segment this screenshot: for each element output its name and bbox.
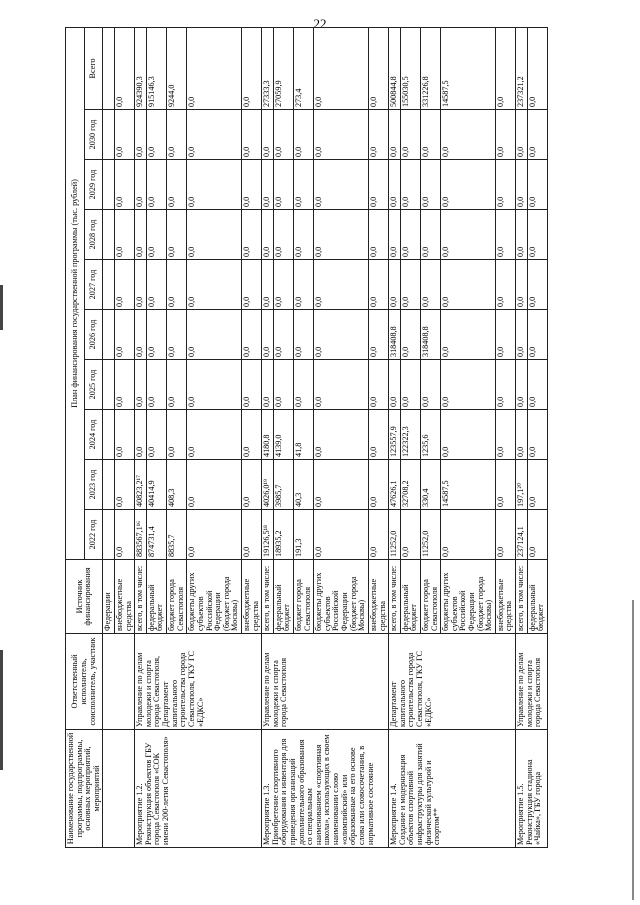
funding-value: 0,0 <box>527 110 547 160</box>
funding-value: 47626,1 <box>389 460 401 510</box>
funding-value: 0,0 <box>368 27 388 109</box>
funding-value: 0,0 <box>420 160 440 210</box>
activity-name <box>103 730 135 848</box>
funding-value: 874731,4 <box>146 510 166 560</box>
funding-value: 0,0 <box>115 460 135 510</box>
funding-value: 0,0 <box>262 110 274 160</box>
funding-value: 0,0 <box>241 410 261 460</box>
funding-value: 0,0 <box>314 410 369 460</box>
funding-value: 0,0 <box>115 27 135 109</box>
funding-value: 0,0 <box>241 210 261 260</box>
funding-value: 0,0 <box>294 310 314 360</box>
funding-value: 0,0 <box>262 260 274 310</box>
funding-value: 0,0 <box>187 110 242 160</box>
funding-value: 883567,1¹⁶ <box>135 510 147 560</box>
funding-value: 0,0 <box>273 360 293 410</box>
funding-value: 0,0 <box>389 260 401 310</box>
funding-value <box>103 460 115 510</box>
funding-source: внебюджетные средства <box>495 560 515 634</box>
funding-value: 0,0 <box>167 110 187 160</box>
funding-value: 0,0 <box>441 260 496 310</box>
funding-value: 0,0 <box>135 160 147 210</box>
scan-edge-mark <box>0 650 3 770</box>
funding-value: 0,0 <box>146 160 166 210</box>
funding-value: 0,0 <box>441 410 496 460</box>
funding-value: 0,0 <box>146 260 166 310</box>
header-year: 2022 год <box>84 510 103 560</box>
funding-value: 0,0 <box>495 310 515 360</box>
funding-value: 40414,9 <box>146 460 166 510</box>
funding-value: 0,0 <box>527 460 547 510</box>
funding-value <box>103 110 115 160</box>
funding-value: 0,0 <box>527 260 547 310</box>
funding-value: 0,0 <box>495 460 515 510</box>
funding-value: 41,8 <box>294 410 314 460</box>
funding-value: 0,0 <box>146 410 166 460</box>
funding-value: 0,0 <box>187 27 242 109</box>
funding-value: 0,0 <box>495 210 515 260</box>
funding-value: 155030,5 <box>400 27 420 109</box>
funding-value: 0,0 <box>135 110 147 160</box>
activity-executor: Управление по делам молодежи и спорта города Севастополя <box>262 634 389 730</box>
funding-value: 0,0 <box>314 310 369 360</box>
funding-value: 0,0 <box>516 260 528 310</box>
funding-value: 0,0 <box>516 210 528 260</box>
funding-value: 4180,8 <box>262 410 274 460</box>
funding-value: 0,0 <box>441 510 496 560</box>
funding-value: 0,0 <box>262 210 274 260</box>
funding-value: 0,0 <box>146 210 166 260</box>
funding-value: 4026,0¹⁹ <box>262 460 274 510</box>
funding-value: 408,3 <box>167 460 187 510</box>
financing-table <box>65 27 548 848</box>
funding-value: 0,0 <box>167 260 187 310</box>
funding-value: 0,0 <box>241 260 261 310</box>
funding-value: 0,0 <box>294 260 314 310</box>
funding-value: 0,0 <box>241 310 261 360</box>
funding-value: 0,0 <box>273 310 293 360</box>
funding-value: 0,0 <box>273 160 293 210</box>
table-row <box>103 27 115 847</box>
funding-source: федеральный бюджет <box>146 560 166 634</box>
funding-value: 0,0 <box>516 410 528 460</box>
funding-value: 0,0 <box>400 510 420 560</box>
funding-source: всего, в том числе: <box>516 560 528 634</box>
header-year: Всего <box>84 27 103 109</box>
scan-edge-mark <box>632 600 634 900</box>
funding-value: 0,0 <box>368 310 388 360</box>
funding-value: 237124,1 <box>516 510 528 560</box>
funding-value: 0,0 <box>495 110 515 160</box>
funding-value <box>103 360 115 410</box>
funding-value: 0,0 <box>273 260 293 310</box>
funding-value: 0,0 <box>441 310 496 360</box>
funding-value: 0,0 <box>241 27 261 109</box>
funding-value: 0,0 <box>495 410 515 460</box>
table-row <box>262 27 274 847</box>
funding-value: 0,0 <box>314 260 369 310</box>
funding-value: 0,0 <box>187 510 242 560</box>
funding-value: 0,0 <box>146 110 166 160</box>
funding-value: 0,0 <box>115 110 135 160</box>
funding-value: 0,0 <box>241 110 261 160</box>
funding-value <box>103 160 115 210</box>
funding-value: 0,0 <box>516 160 528 210</box>
funding-value: 0,0 <box>527 210 547 260</box>
funding-value: 0,0 <box>368 160 388 210</box>
funding-value: 0,0 <box>262 160 274 210</box>
funding-value: 123557,9 <box>389 410 401 460</box>
funding-value: 0,0 <box>294 210 314 260</box>
funding-value: 0,0 <box>294 360 314 410</box>
funding-value: 0,0 <box>420 260 440 310</box>
funding-value: 0,0 <box>400 210 420 260</box>
funding-source: внебюджетные средства <box>115 560 135 634</box>
funding-value: 0,0 <box>441 360 496 410</box>
funding-source: федеральный бюджет <box>273 560 293 634</box>
funding-value: 0,0 <box>241 360 261 410</box>
header-source: Источник финансирования <box>66 560 103 634</box>
funding-value: 0,0 <box>187 460 242 510</box>
funding-value: 0,0 <box>187 360 242 410</box>
activity-executor: Департамент капитального строительства города Севастополя, ГКУ ГС «ЕДКС» <box>389 634 516 730</box>
funding-value: 0,0 <box>516 310 528 360</box>
funding-value: 0,0 <box>115 510 135 560</box>
page-number: 22 <box>313 16 327 31</box>
funding-value: 0,0 <box>187 410 242 460</box>
funding-value: 0,0 <box>187 210 242 260</box>
funding-value: 0,0 <box>314 360 369 410</box>
funding-value: 197,1²⁰ <box>516 460 528 510</box>
funding-value: 11252,0 <box>420 510 440 560</box>
funding-value: 14587,5 <box>441 460 496 510</box>
activity-name: Мероприятие 1.5. Реконструкция стадиона «Чайка», ГБУ города <box>516 730 548 848</box>
header-plan: План финансирования государственной программы (тыс. рублей) <box>66 27 85 559</box>
funding-value: 0,0 <box>115 360 135 410</box>
funding-value: 27059,9 <box>273 27 293 109</box>
funding-value: 0,0 <box>135 410 147 460</box>
funding-value: 331226,8 <box>420 27 440 109</box>
funding-value: 0,0 <box>495 360 515 410</box>
funding-value: 500844,8 <box>389 27 401 109</box>
funding-value: 3985,7 <box>273 460 293 510</box>
funding-value: 0,0 <box>400 360 420 410</box>
activity-executor: Управление по делам молодежи и спорта города Севастополя <box>516 634 548 730</box>
funding-value: 0,0 <box>294 160 314 210</box>
funding-value: 122322,3 <box>400 410 420 460</box>
funding-value: 318408,8 <box>420 310 440 360</box>
funding-value: 0,0 <box>420 360 440 410</box>
funding-value: 4139,0 <box>273 410 293 460</box>
funding-value: 0,0 <box>294 110 314 160</box>
funding-value <box>103 260 115 310</box>
funding-value: 0,0 <box>115 310 135 360</box>
funding-value: 0,0 <box>441 210 496 260</box>
funding-value: 0,0 <box>314 160 369 210</box>
header-year: 2026 год <box>84 310 103 360</box>
funding-value: 9244,0 <box>167 27 187 109</box>
funding-value: 0,0 <box>368 110 388 160</box>
header-year: 2030 год <box>84 110 103 160</box>
funding-value: 0,0 <box>167 160 187 210</box>
funding-value: 0,0 <box>187 310 242 360</box>
funding-value: 0,0 <box>314 110 369 160</box>
funding-source: Федерации <box>103 560 115 634</box>
funding-source: внебюджетные средства <box>241 560 261 634</box>
funding-value: 0,0 <box>135 310 147 360</box>
funding-value: 0,0 <box>389 210 401 260</box>
funding-value: 0,0 <box>389 110 401 160</box>
funding-source: бюджет города Севастополя <box>294 560 314 634</box>
header-program-name: Наименование государственной программы, подпрограммы, основных мероприятий, мероприятий <box>66 730 103 848</box>
funding-value: 8835,7 <box>167 510 187 560</box>
funding-source: всего, в том числе: <box>389 560 401 634</box>
funding-value: 0,0 <box>135 210 147 260</box>
funding-value: 0,0 <box>314 460 369 510</box>
funding-value: 0,0 <box>167 310 187 360</box>
funding-value: 0,0 <box>314 27 369 109</box>
funding-value: 0,0 <box>241 160 261 210</box>
activity-executor <box>103 634 135 730</box>
funding-value: 0,0 <box>400 260 420 310</box>
funding-value: 11252,0 <box>389 510 401 560</box>
funding-value: 0,0 <box>273 110 293 160</box>
rotated-table-container <box>65 28 575 848</box>
funding-value: 318408,8 <box>389 310 401 360</box>
funding-source: всего, в том числе: <box>262 560 274 634</box>
funding-value: 0,0 <box>368 460 388 510</box>
funding-value: 0,0 <box>368 510 388 560</box>
funding-value: 237321,2 <box>516 27 528 109</box>
funding-source: бюджеты других субъектов Российской Федерации (бюджет города Москвы) <box>441 560 496 634</box>
funding-value: 0,0 <box>115 260 135 310</box>
funding-value: 18935,2 <box>273 510 293 560</box>
funding-source: федеральный бюджет <box>527 560 547 634</box>
funding-value: 0,0 <box>400 110 420 160</box>
funding-value <box>103 27 115 109</box>
funding-value: 0,0 <box>389 360 401 410</box>
activity-name: Мероприятие 1.3. Приобретение спортивного оборудования и инвентаря для приведения организаций дополнительного образования со специальным наименованием «спортивная школа», использующих в своем наименовании слово «олимпийский» или образованные на его основе слова или словосочетания, в нормативное состояние <box>262 730 389 848</box>
funding-value: 0,0 <box>495 260 515 310</box>
funding-value: 0,0 <box>167 360 187 410</box>
funding-value: 0,0 <box>187 160 242 210</box>
funding-source: бюджет города Севастополя <box>420 560 440 634</box>
funding-value: 0,0 <box>262 310 274 360</box>
funding-value: 0,0 <box>441 160 496 210</box>
funding-value: 0,0 <box>368 260 388 310</box>
activity-name: Мероприятие 1.4. Создание и модернизация объектов спортивной инфраструктуры для занятий физической культурой и спортом** <box>389 730 516 848</box>
funding-value: 0,0 <box>441 110 496 160</box>
header-executor: Ответственный исполнитель, соисполнитель, участник <box>66 634 103 730</box>
funding-value: 0,0 <box>400 160 420 210</box>
funding-value: 330,4 <box>420 460 440 510</box>
funding-source: всего, в том числе: <box>135 560 147 634</box>
funding-value: 0,0 <box>135 260 147 310</box>
funding-value: 0,0 <box>527 510 547 560</box>
funding-value: 0,0 <box>495 27 515 109</box>
funding-value: 924390,3 <box>135 27 147 109</box>
funding-value: 0,0 <box>146 310 166 360</box>
funding-value: 0,0 <box>314 510 369 560</box>
funding-value: 0,0 <box>389 160 401 210</box>
funding-value: 0,0 <box>187 260 242 310</box>
funding-value: 0,0 <box>516 360 528 410</box>
table-row <box>135 27 147 847</box>
funding-value: 0,0 <box>516 110 528 160</box>
funding-value: 273,4 <box>294 27 314 109</box>
header-year: 2028 год <box>84 210 103 260</box>
activity-name: Мероприятие 1.2. Реконструкция объектов ГБУ города Севастополя «СОК имени 200-летия Севастополя» <box>135 730 262 848</box>
funding-value: 0,0 <box>368 410 388 460</box>
activity-executor: Управление по делам молодежи и спорта города Севастополя, Департамент капитального строительства города Севастополя, ГКУ ГС «ЕДКС» <box>135 634 262 730</box>
funding-source: внебюджетные средства <box>368 560 388 634</box>
funding-value: 0,0 <box>420 210 440 260</box>
funding-value: 0,0 <box>115 160 135 210</box>
header-year: 2024 год <box>84 410 103 460</box>
funding-value: 0,0 <box>527 410 547 460</box>
funding-value: 191,3 <box>294 510 314 560</box>
funding-value <box>103 410 115 460</box>
funding-value: 0,0 <box>115 210 135 260</box>
funding-source: бюджеты других субъектов Российской Федерации (бюджет города Москвы) <box>314 560 369 634</box>
funding-value: 14587,5 <box>441 27 496 109</box>
funding-value: 0,0 <box>146 360 166 410</box>
funding-value: 0,0 <box>241 510 261 560</box>
header-year: 2029 год <box>84 160 103 210</box>
funding-value: 915146,3 <box>146 27 166 109</box>
funding-value <box>103 510 115 560</box>
funding-value: 0,0 <box>167 410 187 460</box>
funding-value: 1235,6 <box>420 410 440 460</box>
funding-value: 40823,2¹⁷ <box>135 460 147 510</box>
scan-edge-mark <box>0 285 3 330</box>
funding-value: 0,0 <box>400 310 420 360</box>
funding-value: 0,0 <box>115 410 135 460</box>
funding-value: 0,0 <box>495 160 515 210</box>
table-row <box>389 27 401 847</box>
funding-value: 0,0 <box>241 460 261 510</box>
funding-value: 0,0 <box>368 360 388 410</box>
funding-value: 0,0 <box>368 210 388 260</box>
funding-value: 32708,2 <box>400 460 420 510</box>
funding-value: 0,0 <box>420 110 440 160</box>
header-year: 2025 год <box>84 360 103 410</box>
header-year: 2023 год <box>84 460 103 510</box>
funding-value: 0,0 <box>527 27 547 109</box>
funding-source: федеральный бюджет <box>400 560 420 634</box>
funding-value: 0,0 <box>262 360 274 410</box>
funding-value: 0,0 <box>273 210 293 260</box>
funding-value <box>103 310 115 360</box>
funding-source: бюджет города Севастополя <box>167 560 187 634</box>
funding-value: 0,0 <box>135 360 147 410</box>
header-year: 2027 год <box>84 260 103 310</box>
funding-value <box>103 210 115 260</box>
funding-value: 0,0 <box>527 160 547 210</box>
funding-value: 0,0 <box>314 210 369 260</box>
funding-value: 27333,3 <box>262 27 274 109</box>
funding-value: 0,0 <box>527 310 547 360</box>
funding-value: 19126,5¹⁸ <box>262 510 274 560</box>
table-row <box>516 27 528 847</box>
funding-value: 0,0 <box>495 510 515 560</box>
funding-source: бюджеты других субъектов Российской Федерации (бюджет города Москвы) <box>187 560 242 634</box>
funding-value: 0,0 <box>167 210 187 260</box>
funding-value: 40,3 <box>294 460 314 510</box>
funding-value: 0,0 <box>527 360 547 410</box>
